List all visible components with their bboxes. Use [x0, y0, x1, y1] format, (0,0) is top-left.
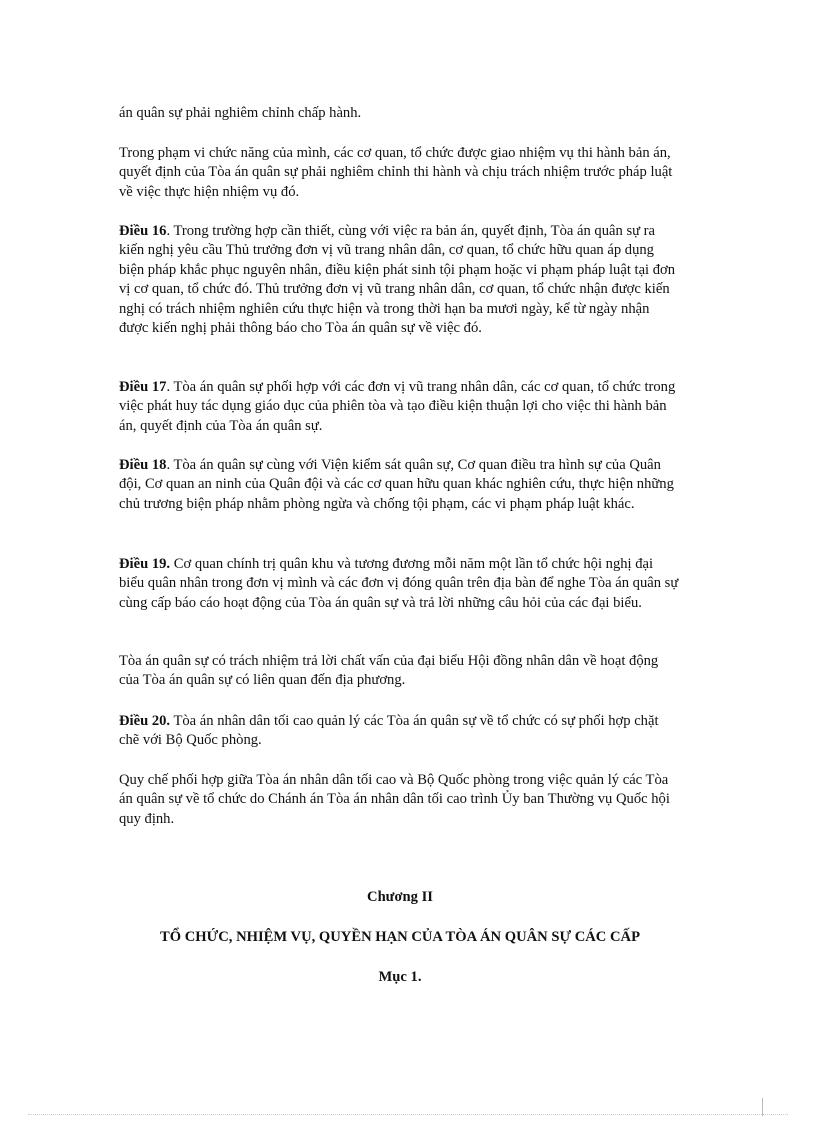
- article-label: Điều 18: [119, 457, 167, 473]
- article-label: Điều 17: [119, 379, 167, 395]
- page-corner-mark: [762, 1098, 773, 1116]
- article-20: [119, 712, 681, 751]
- section-heading: Mục 1.: [378, 969, 422, 985]
- article-text: . Tòa án quân sự cùng với Viện kiểm sát quân sự, Cơ quan điều tra hình sự của Quân đội, Cơ quan an ninh của Quân đội và các cơ quan hữu quan khác nghiên cứu, thực hiện những chủ trương biện pháp nhằm phòng ngừa và chống tội phạm, các vi phạm pháp luật khác.: [119, 457, 674, 512]
- article-label: Điều 16: [119, 223, 167, 239]
- chapter-heading: Chương II: [367, 889, 433, 905]
- paragraph-questions: [119, 652, 681, 691]
- paragraph-continuation: [119, 104, 681, 123]
- paragraph-text: Quy chế phối hợp giữa Tòa án nhân dân tối cao và Bộ Quốc phòng trong việc quản lý các Tòa án quân sự về tổ chức do Chánh án Tòa án nhân dân tối cao trình Ủy ban Thường vụ Quốc hội quy định.: [119, 772, 670, 827]
- article-16: [119, 222, 681, 338]
- article-text: . Trong trường hợp cần thiết, cùng với việc ra bản án, quyết định, Tòa án quân sự ra kiến nghị yêu cầu Thủ trưởng đơn vị vũ trang nhân dân, cơ quan, tổ chức hữu quan áp dụng biện pháp khắc phục nguyên nhân, điều kiện phát sinh tội phạm hoặc vi phạm pháp luật tại đơn vị cơ quan, tổ chức đó. Thủ trưởng đơn vị vũ trang nhân dân, cơ quan, tổ chức nhận được kiến nghị có trách nhiệm nghiên cứu thực hiện và trong thời hạn ba mươi ngày, kể từ ngày nhận được kiến nghị phải thông báo cho Tòa án quân sự về việc đó.: [119, 223, 676, 337]
- paragraph-text: án quân sự phải nghiêm chỉnh chấp hành.: [119, 105, 362, 121]
- paragraph-enforcement: [119, 144, 681, 202]
- article-19: [119, 555, 681, 613]
- paragraph-text: Tòa án quân sự có trách nhiệm trả lời chất vấn của đại biểu Hội đồng nhân dân về hoạt động của Tòa án quân sự có liên quan đến địa phương.: [119, 653, 659, 689]
- article-text: Cơ quan chính trị quân khu và tương đương mỗi năm một lần tổ chức hội nghị đại biểu quân nhân trong đơn vị mình và các đơn vị đóng quân trên địa bàn để nghe Tòa án quân sự cùng cấp báo cáo hoạt động của Tòa án quân sự và trả lời những câu hỏi của các đại biểu.: [119, 556, 679, 611]
- article-label: Điều 19.: [119, 556, 171, 572]
- article-label: Điều 20.: [119, 713, 171, 729]
- article-text: . Tòa án quân sự phối hợp với các đơn vị vũ trang nhân dân, các cơ quan, tổ chức trong việc phát huy tác dụng giáo dục của phiên tòa và tạo điều kiện thuận lợi cho việc thi hành bản án, quyết định của Tòa án quân sự.: [119, 379, 676, 434]
- paragraph-text: Trong phạm vi chức năng của mình, các cơ quan, tổ chức được giao nhiệm vụ thi hành bản án, quyết định của Tòa án quân sự phải nghiêm chỉnh thi hành và chịu trách nhiệm trước pháp luật về việc thực hiện nhiệm vụ đó.: [119, 145, 673, 200]
- paragraph-regulation: [119, 771, 681, 829]
- page-bottom-border: [28, 1114, 788, 1115]
- article-text: Tòa án nhân dân tối cao quản lý các Tòa án quân sự về tổ chức có sự phối hợp chặt chẽ với Bộ Quốc phòng.: [119, 713, 659, 749]
- chapter-title: TỔ CHỨC, NHIỆM VỤ, QUYỀN HẠN CỦA TÒA ÁN QUÂN SỰ CÁC CẤP: [160, 929, 640, 945]
- article-17: [119, 378, 681, 436]
- article-18: [119, 456, 681, 514]
